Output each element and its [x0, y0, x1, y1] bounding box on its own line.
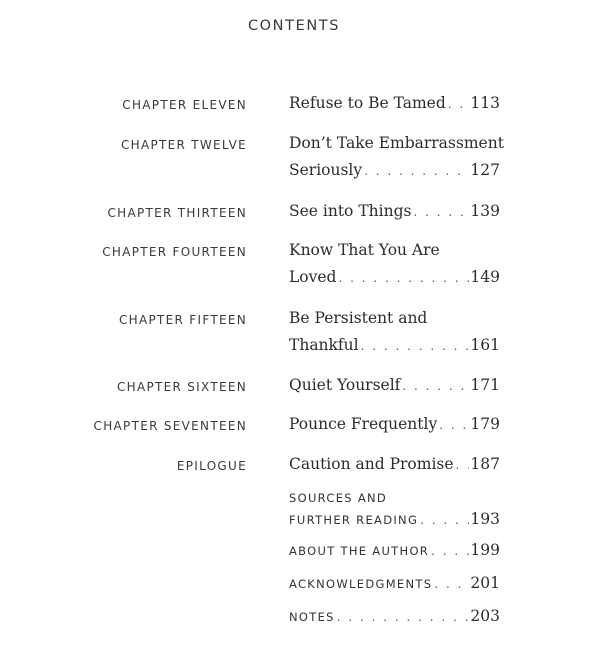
- chapter-label: CHAPTER FIFTEEN: [118, 313, 247, 327]
- entry-title: Thankful: [289, 336, 359, 354]
- entry-title: ACKNOWLEDGMENTS: [289, 577, 433, 591]
- toc-entry[interactable]: [289, 130, 504, 185]
- chapter-label: CHAPTER TWELVE: [120, 138, 247, 152]
- entry-title: See into Things: [289, 202, 412, 220]
- entry-title: Pounce Frequently: [289, 415, 438, 433]
- entry-title: Refuse to Be Tamed: [289, 94, 446, 112]
- toc-entry[interactable]: [289, 237, 500, 292]
- page-number: 113: [470, 94, 500, 112]
- page-number: 161: [470, 336, 500, 354]
- dot-leader: [456, 452, 470, 479]
- entry-title: Quiet Yourself: [289, 376, 401, 394]
- page-number: 171: [470, 376, 500, 394]
- entry-title-line1: Be Persistent and: [289, 309, 428, 327]
- entry-title-line1: Don’t Take Embarrassment: [289, 134, 504, 152]
- entry-title-line1: SOURCES AND: [289, 491, 388, 505]
- dot-leader: [402, 373, 469, 400]
- page-number: 187: [470, 455, 500, 473]
- chapter-label: CHAPTER ELEVEN: [122, 98, 247, 112]
- entry-title: Seriously: [289, 161, 363, 179]
- dot-leader: [337, 607, 470, 628]
- dot-leader: [413, 199, 469, 226]
- page-title: CONTENTS: [247, 18, 341, 34]
- dot-leader: [361, 333, 470, 360]
- toc-entry[interactable]: [289, 573, 500, 595]
- toc-entry[interactable]: [289, 411, 500, 439]
- dot-leader: [364, 158, 469, 185]
- toc-entry[interactable]: [289, 90, 500, 118]
- page-number: 179: [470, 415, 500, 433]
- entry-title: Loved: [289, 268, 337, 286]
- dot-leader: [338, 265, 469, 292]
- entry-title: FURTHER READING: [289, 513, 419, 527]
- toc-entry[interactable]: [289, 372, 500, 400]
- dot-leader: [431, 541, 469, 562]
- chapter-label: EPILOGUE: [176, 459, 247, 473]
- dot-leader: [439, 412, 469, 439]
- page-number: 201: [470, 574, 500, 592]
- toc-entry[interactable]: [289, 305, 500, 360]
- page-number: 149: [470, 268, 500, 286]
- chapter-label: CHAPTER SEVENTEEN: [93, 419, 247, 433]
- dot-leader: [448, 91, 470, 118]
- toc-entry[interactable]: [289, 606, 500, 628]
- chapter-label: CHAPTER THIRTEEN: [107, 206, 247, 220]
- toc-entry[interactable]: [289, 488, 500, 531]
- entry-title: Caution and Promise: [289, 455, 454, 473]
- page-number: 127: [470, 161, 500, 179]
- chapter-label: CHAPTER SIXTEEN: [116, 380, 247, 394]
- toc-entry[interactable]: [289, 451, 500, 479]
- page-number: 203: [470, 607, 500, 625]
- page-number: 139: [470, 202, 500, 220]
- page-number: 193: [470, 510, 500, 528]
- page-number: 199: [470, 541, 500, 559]
- chapter-label: CHAPTER FOURTEEN: [102, 245, 247, 259]
- entry-title: NOTES: [289, 610, 335, 624]
- entry-title-line1: Know That You Are: [289, 241, 440, 259]
- toc-entry[interactable]: [289, 198, 500, 226]
- toc-entry[interactable]: [289, 540, 500, 562]
- entry-title: ABOUT THE AUTHOR: [289, 544, 430, 558]
- dot-leader: [420, 510, 469, 531]
- dot-leader: [434, 574, 469, 595]
